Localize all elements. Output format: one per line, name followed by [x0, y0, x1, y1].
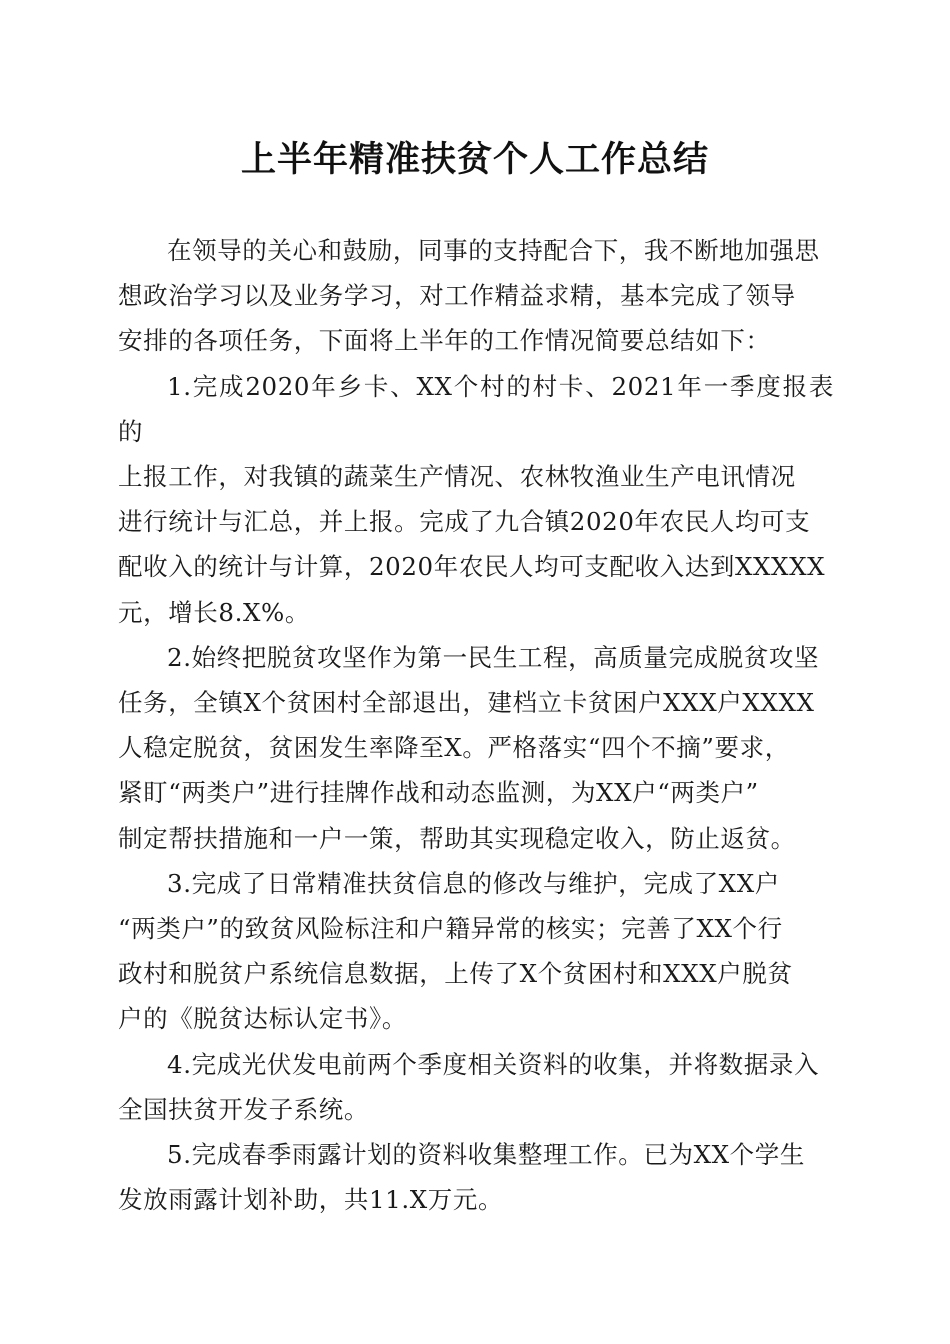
item-4-paragraph: 4.完成光伏发电前两个季度相关资料的收集，并将数据录入 全国扶贫开发子系统。: [118, 1049, 820, 1124]
item-5-paragraph: 5.完成春季雨露计划的资料收集整理工作。已为XX个学生 发放雨露计划补助，共11.X万元。: [118, 1140, 805, 1215]
document-body: [118, 228, 834, 1222]
item-1-paragraph: 1.完成2020年乡卡、XX个村的村卡、2021年一季度报表的 上报工作，对我镇的蔬菜生产情况、农林牧渔业生产电讯情况 进行统计与汇总，并上报。完成了九合镇2020年农民人均可支 配收入的统计与计算，2020年农民人均可支配收入达到XXXXX 元，增长8.X%。: [118, 371, 834, 627]
document-title: 上半年精准扶贫个人工作总结: [240, 139, 709, 180]
intro-paragraph: 在领导的关心和鼓励，同事的支持配合下，我不断地加强思 想政治学习以及业务学习，对工作精益求精，基本完成了领导 安排的各项任务，下面将上半年的工作情况简要总结如下：: [118, 236, 820, 356]
item-3-paragraph: 3.完成了日常精准扶贫信息的修改与维护，完成了XX户 “两类户”的致贫风险标注和户籍异常的核实；完善了XX个行 政村和脱贫户系统信息数据，上传了X个贫困村和XXX户脱贫 户的《脱贫达标认定书》。: [118, 868, 793, 1034]
item-2-paragraph: 2.始终把脱贫攻坚作为第一民生工程，高质量完成脱贫攻坚 任务，全镇X个贫困村全部退出，建档立卡贫困户XXX户XXXX 人稳定脱贫，贫困发生率降至X。严格落实“四个不摘”要求， 紧盯“两类户”进行挂牌作战和动态监测，为XX户“两类户” 制定帮扶措施和一户一策，帮助其实现稳定收入，防止返贫。: [118, 642, 820, 853]
